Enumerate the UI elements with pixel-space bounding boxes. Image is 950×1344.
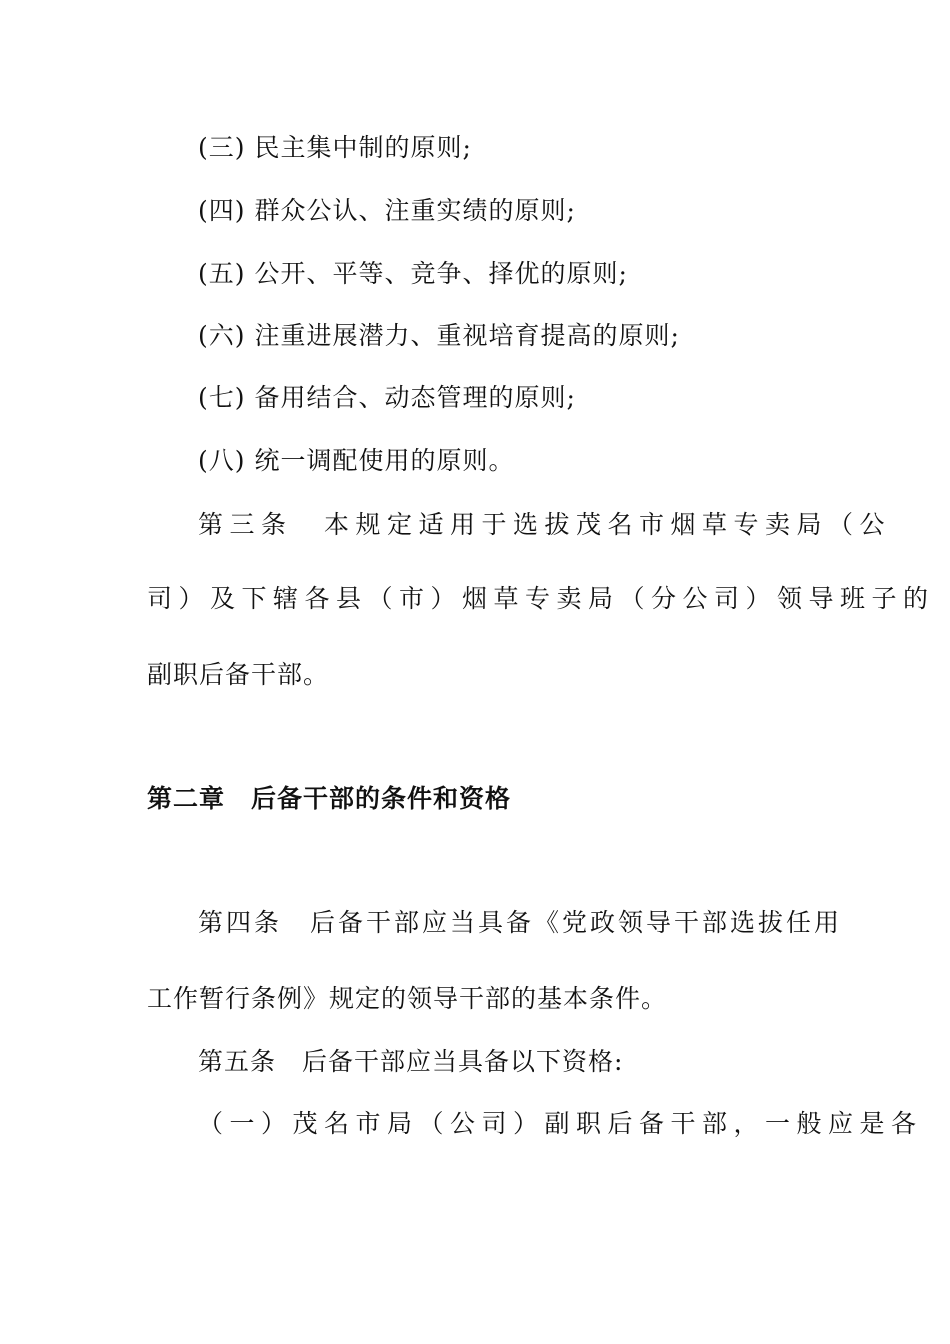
principle-3: (三) 民主集中制的原则;: [198, 133, 472, 162]
principle-7: (七) 备用结合、动态管理的原则;: [198, 383, 576, 412]
principle-4: (四) 群众公认、注重实绩的原则;: [198, 196, 576, 225]
principle-6: (六) 注重进展潜力、重视培育提高的原则;: [198, 321, 680, 350]
article-3-line-2: 司）及下辖各县（市）烟草专卖局（分公司）领导班子的: [147, 584, 935, 613]
article-5-line-1: 第五条 后备干部应当具备以下资格:: [198, 1047, 624, 1076]
article-4-line-1: 第四条 后备干部应当具备《党政领导干部选拔任用: [198, 908, 843, 937]
article-3-line-1: 第三条 本规定适用于选拔茂名市烟草专卖局（公: [198, 510, 892, 539]
item-1-line-1: （一）茂名市局（公司）副职后备干部，一般应是各: [198, 1109, 923, 1138]
principle-8: (八) 统一调配使用的原则。: [198, 446, 515, 475]
principle-5: (五) 公开、平等、竞争、择优的原则;: [198, 259, 628, 288]
article-4-line-2: 工作暂行条例》规定的领导干部的基本条件。: [147, 984, 668, 1013]
chapter-2-heading: 第二章 后备干部的条件和资格: [147, 784, 512, 813]
article-3-line-3: 副职后备干部。: [147, 660, 330, 689]
